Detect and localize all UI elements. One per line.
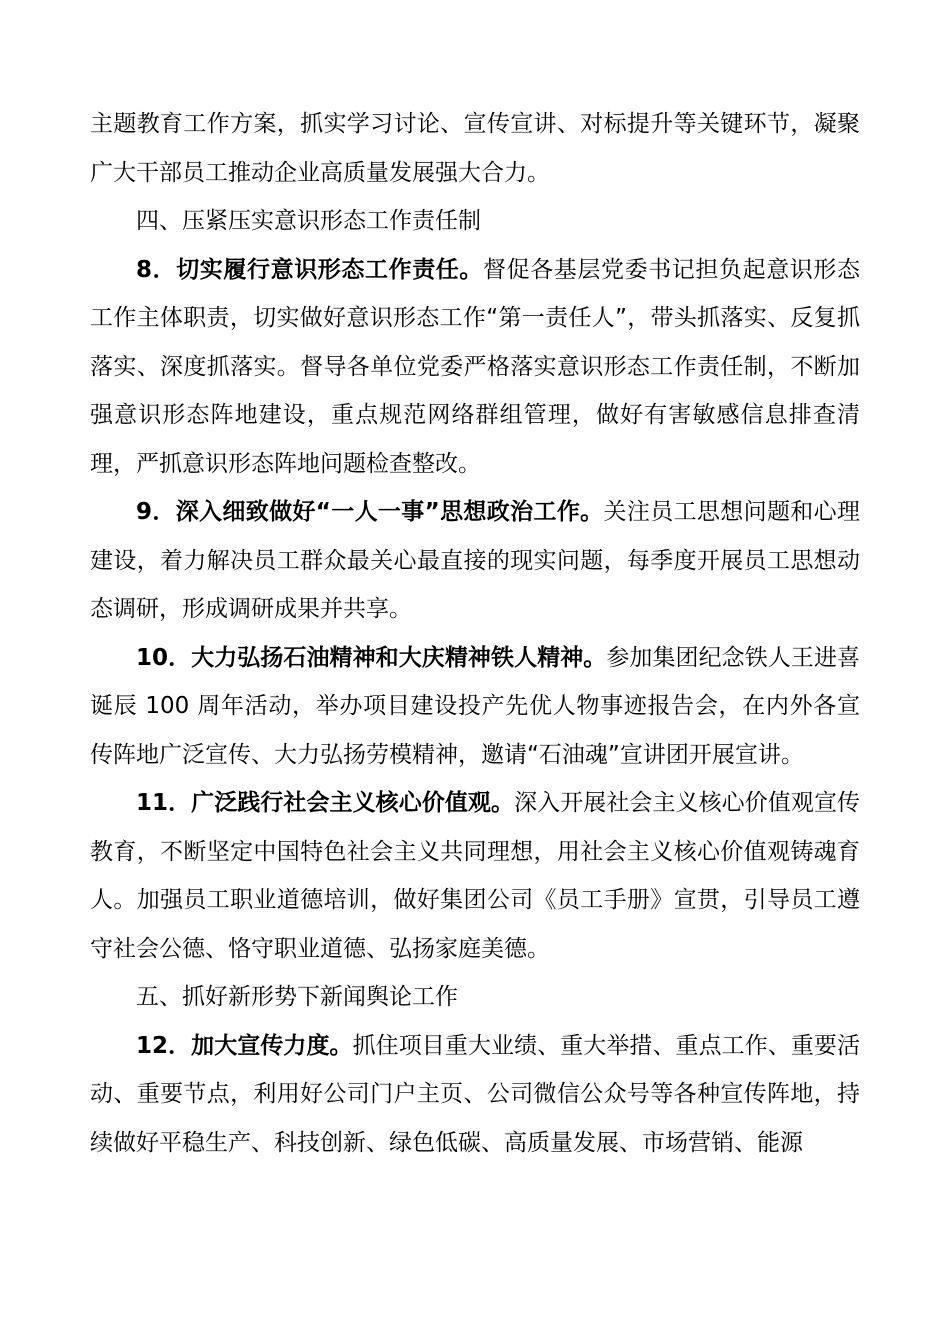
paragraph-continuation: 主题教育工作方案，抓实学习讨论、宣传宣讲、对标提升等关键环节，凝聚广大干部员工推动企业高质量发展强大合力。 (90, 111, 860, 186)
item-9-body: 关注员工思想问题和心理建设，着力解决员工群众最关心最直接的现实问题，每季度开展员工思想动态调研，形成调研成果并共享。 (90, 499, 860, 622)
paragraph-item-9 (90, 488, 860, 634)
item-11-title: 11．广泛践行社会主义核心价值观。 (136, 790, 515, 816)
paragraph-item-12 (90, 1022, 860, 1168)
item-12-body: 抓住项目重大业绩、重大举措、重点工作、重要活动、重要节点，利用好公司门户主页、公司微信公众号等各种宣传阵地，持续做好平稳生产、科技创新、绿色低碳、高质量发展、市场营销、能源 (90, 1032, 860, 1156)
item-9-title: 9．深入细致做好“一人一事”思想政治工作。 (136, 499, 604, 525)
item-10-body: 参加集团纪念铁人王进喜诞辰 100 周年活动，举办项目建设投产先优人物事迹报告会，在内外各宣传阵地广泛宣传、大力弘扬劳模精神，邀请“石油魂”宣讲团开展宣讲。 (90, 644, 861, 768)
section-heading-5: 五、抓好新形势下新闻舆论工作 (136, 984, 458, 1010)
paragraph-item-11 (90, 779, 860, 973)
item-11-body: 深入开展社会主义核心价值观宣传教育，不断坚定中国特色社会主义共同理想，用社会主义核心价值观铸魂育人。加强员工职业道德培训，做好集团公司《员工手册》宣贯，引导员工遵守社会公德、恪守职业道德、弘扬家庭美德。 (90, 790, 861, 962)
item-8-body: 督促各基层党委书记担负起意识形态工作主体职责，切实做好意识形态工作“第一责任人”，带头抓落实、反复抓落实、深度抓落实。督导各单位党委严格落实意识形态工作责任制，不断加强意识形态阵地建设，重点规范网络群组管理，做好有害敏感信息排查清理，严抓意识形态阵地问题检查整改。 (90, 256, 860, 477)
item-12-title: 12．加大宣传力度。 (136, 1032, 353, 1059)
item-10-title: 10．大力弘扬石油精神和大庆精神铁人精神。 (136, 644, 607, 671)
paragraph-item-8 (90, 246, 860, 489)
paragraph-item-10 (90, 634, 860, 780)
section-heading-4: 四、压紧压实意识形态工作责任制 (136, 208, 481, 234)
document-body (90, 100, 860, 1167)
item-8-title: 8．切实履行意识形态工作责任。 (136, 256, 483, 283)
